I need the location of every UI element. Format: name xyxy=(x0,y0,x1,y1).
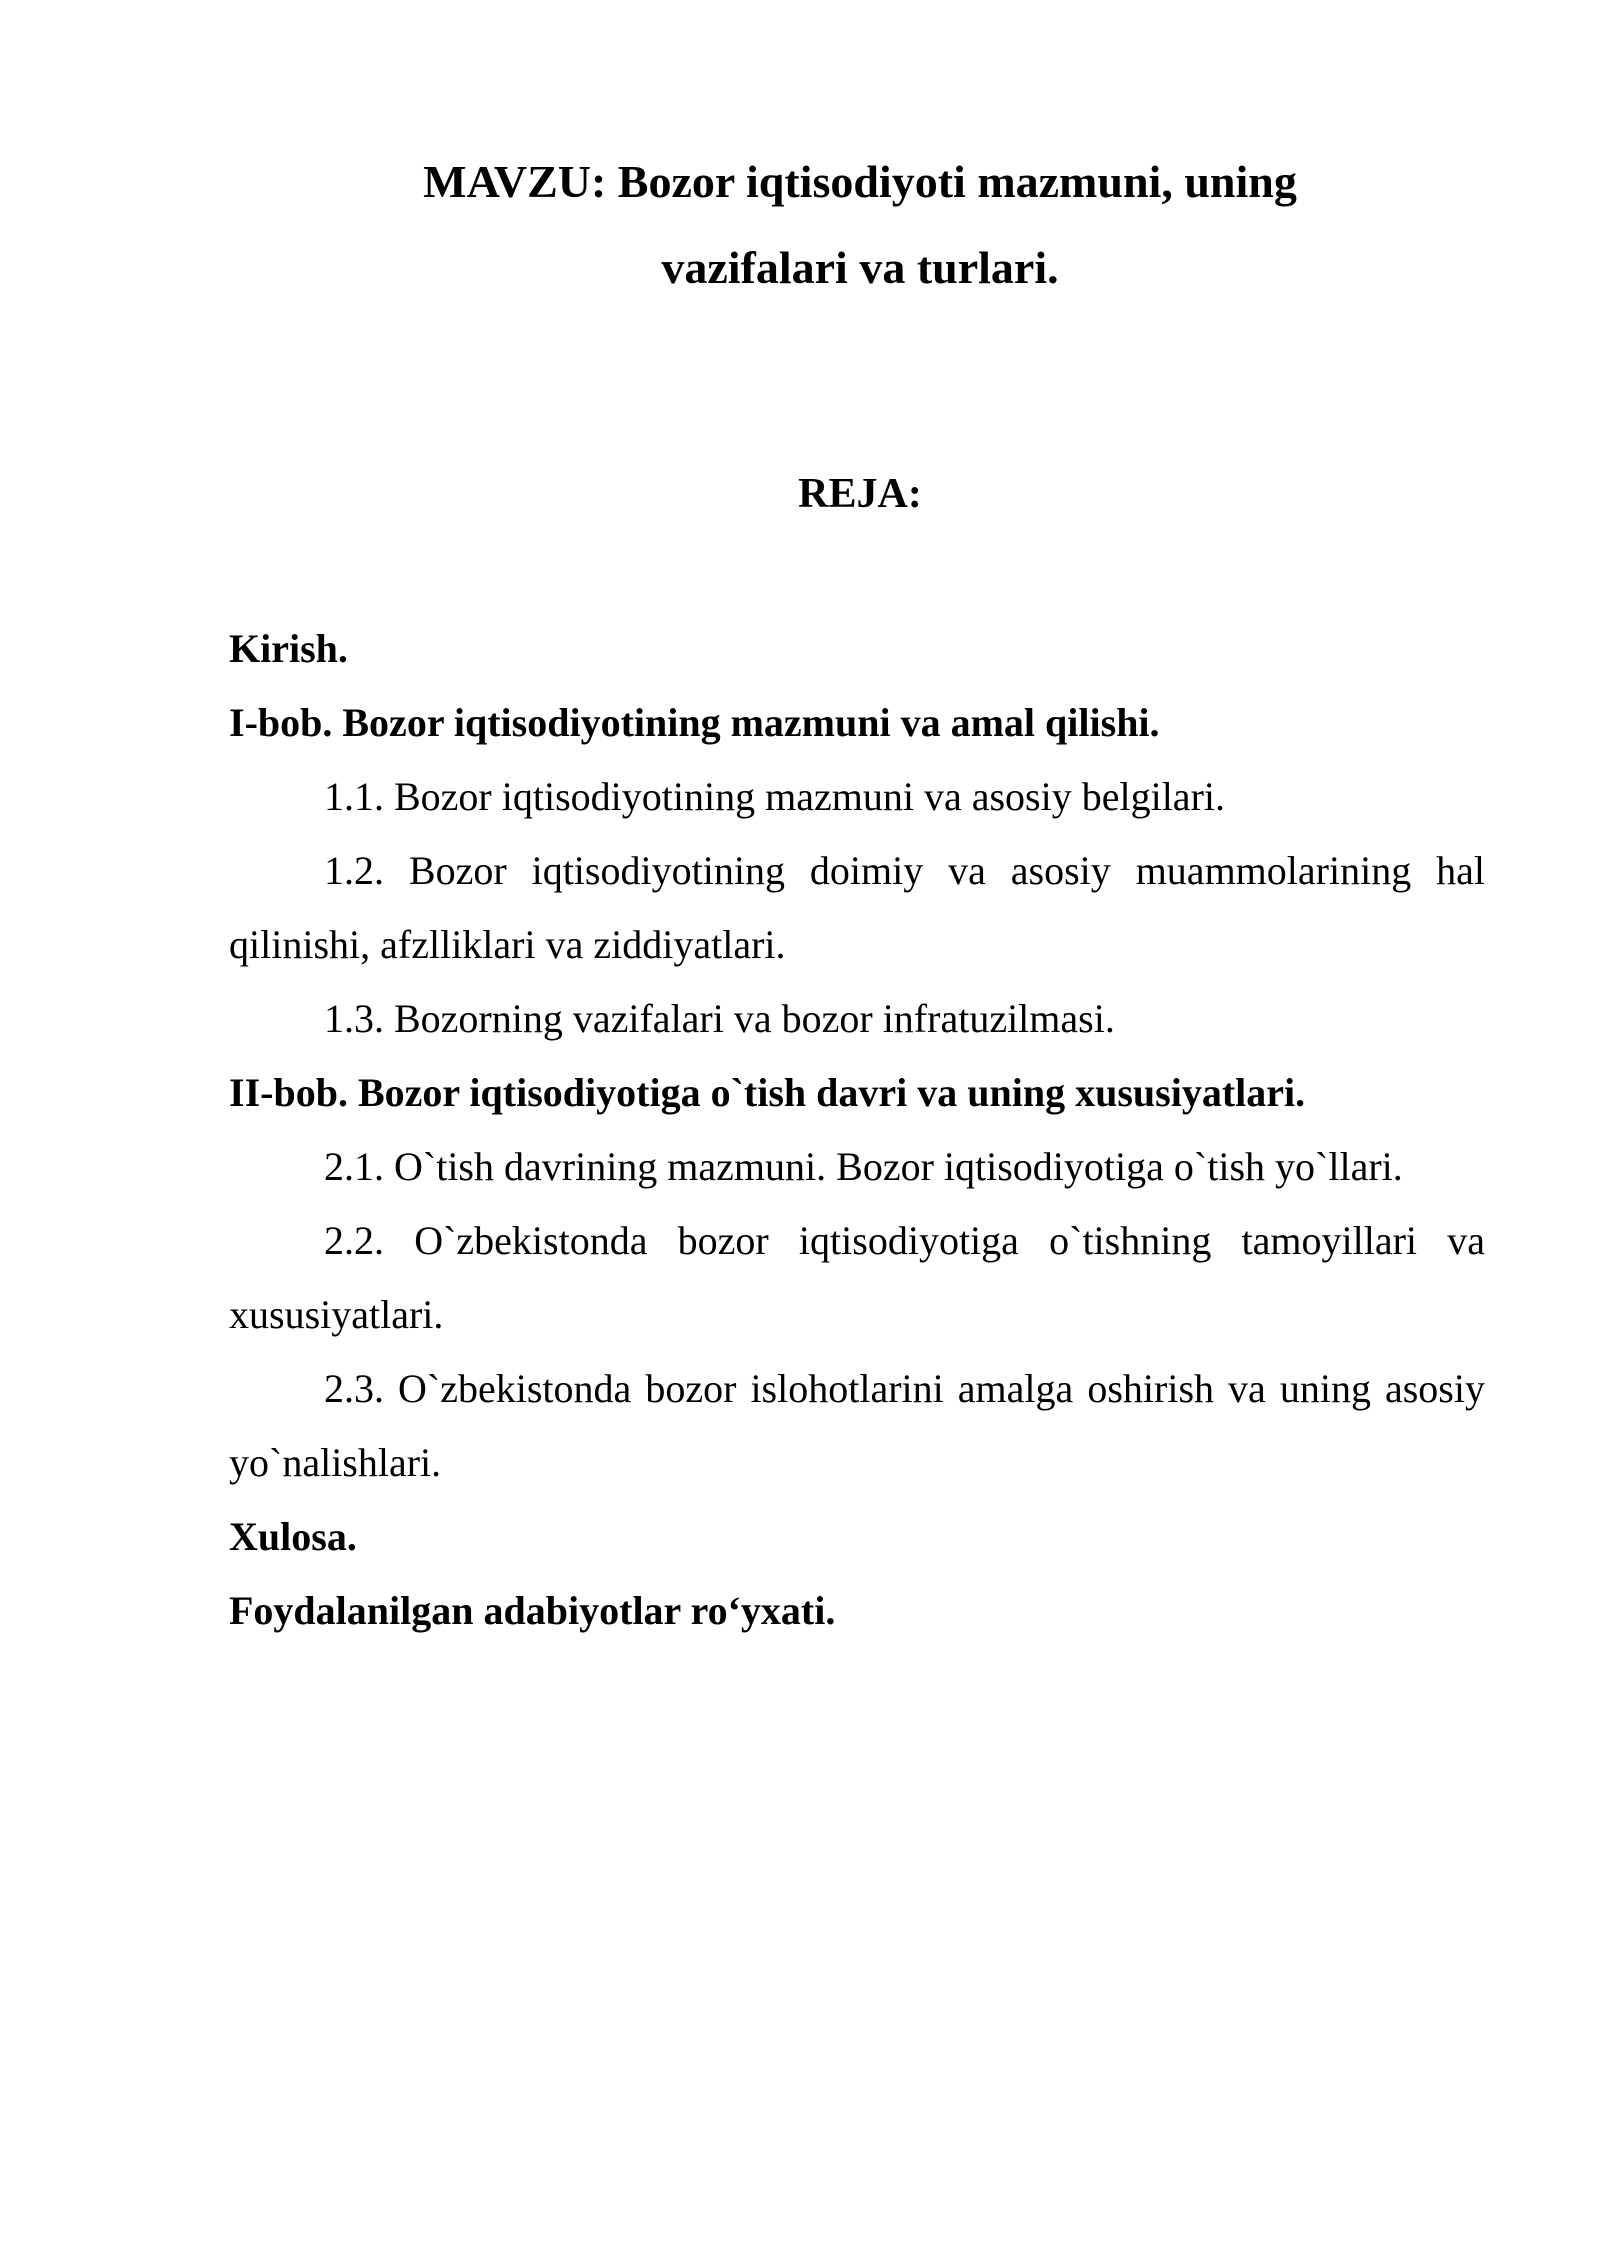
toc-chapter-1: I-bob. Bozor iqtisodiyotining mazmuni va amal qilishi. xyxy=(229,700,1160,745)
toc-conclusion: Xulosa. xyxy=(229,1514,357,1559)
toc-chapter-2: II-bob. Bozor iqtisodiyotiga o`tish davri va uning xususiyatlari. xyxy=(229,1070,1306,1115)
document-title-line-1: MAVZU: Bozor iqtisodiyoti mazmuni, uning xyxy=(423,156,1297,207)
toc-section-1-3: 1.3. Bozorning vazifalari va bozor infratuzilmasi. xyxy=(324,996,1115,1041)
toc-section-2-2: 2.2. O`zbekistonda bozor iqtisodiyotiga o`tishning tamoyillari va xususiyatlari. xyxy=(229,1218,1485,1337)
table-of-contents xyxy=(229,612,1485,1648)
plan-heading: REJA: xyxy=(798,471,922,517)
toc-section-1-1: 1.1. Bozor iqtisodiyotining mazmuni va asosiy belgilari. xyxy=(324,774,1225,819)
toc-section-1-2: 1.2. Bozor iqtisodiyotining doimiy va asosiy muammolarining hal qilinishi, afzlliklari va ziddiyatlari. xyxy=(229,848,1485,967)
document-title-line-2: vazifalari va turlari. xyxy=(661,242,1059,293)
toc-intro: Kirish. xyxy=(229,626,348,671)
toc-references: Foydalanilgan adabiyotlar ro‘yxati. xyxy=(229,1588,836,1633)
toc-section-2-3: 2.3. O`zbekistonda bozor islohotlarini amalga oshirish va uning asosiy yo`nalishlari. xyxy=(229,1366,1485,1485)
toc-section-2-1: 2.1. O`tish davrining mazmuni. Bozor iqtisodiyotiga o`tish yo`llari. xyxy=(324,1144,1403,1189)
